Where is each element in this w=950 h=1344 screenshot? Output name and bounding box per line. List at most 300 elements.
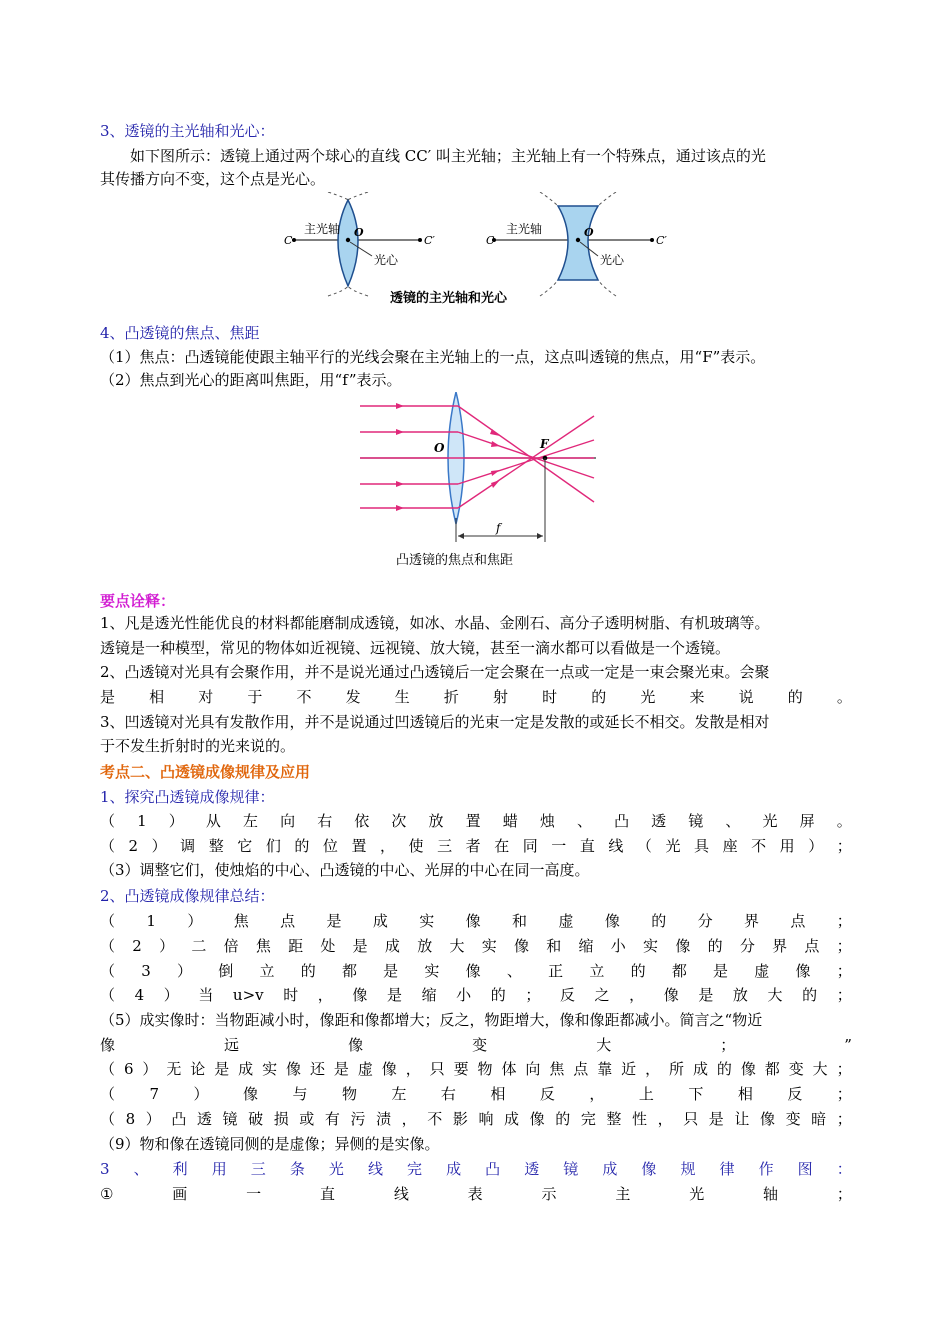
justified-token: 对 <box>198 688 214 706</box>
justified-token: 倒 <box>218 962 234 980</box>
justified-token: 6 <box>123 1060 134 1078</box>
justified-token: 是 <box>214 1060 230 1078</box>
justified-token: 只 <box>429 1060 445 1078</box>
justified-token: ； <box>836 1185 852 1203</box>
label-o-2: O <box>584 226 594 239</box>
figure-focal-point <box>360 392 600 570</box>
label-c: C <box>284 234 293 247</box>
label-focal-length: f <box>496 521 501 535</box>
justified-token: 是 <box>383 962 399 980</box>
label-c-2: C <box>486 234 495 247</box>
justified-token: 主 <box>615 1185 631 1203</box>
justified-token: 的 <box>300 962 316 980</box>
justified-token: 点 <box>573 1060 589 1078</box>
justified-token: ， <box>657 1110 673 1128</box>
justified-token: 从 <box>205 812 221 830</box>
justified-token: 轴 <box>763 1185 779 1203</box>
justified-token: 的 <box>490 986 506 1004</box>
justified-token: 和 <box>546 937 562 955</box>
justified-token: 。 <box>836 688 852 706</box>
justified-token: （ <box>100 912 116 930</box>
justified-token: ” <box>844 1036 852 1054</box>
justified-token: 发 <box>345 688 361 706</box>
justified-token: 镜 <box>222 1110 238 1128</box>
justified-token: 4 <box>134 986 145 1004</box>
justified-token: 缩 <box>578 937 594 955</box>
justified-token: ， <box>317 986 333 1004</box>
justified-token: 是 <box>386 986 402 1004</box>
justified-token: 分 <box>739 937 755 955</box>
justified-token: 整 <box>208 837 224 855</box>
justified-token: 下 <box>688 1085 704 1103</box>
justified-token: 有 <box>324 1110 340 1128</box>
kp2-2-rule-5-cont <box>100 1034 852 1056</box>
justified-token: 与 <box>292 1085 308 1103</box>
justified-token: 远 <box>224 1036 240 1054</box>
justified-token: 蜡 <box>502 812 518 830</box>
kp2-1-step-3: （3）调整它们，使烛焰的中心、凸透镜的中心、光屏的中心在同一高度。 <box>100 861 590 879</box>
justified-token: 完 <box>407 1160 423 1178</box>
justified-token: 的 <box>707 937 723 955</box>
justified-token: 像 <box>663 986 679 1004</box>
justified-token: 2 <box>128 837 139 855</box>
justified-token: 像 <box>465 962 481 980</box>
justified-token: 大 <box>767 986 783 1004</box>
justified-token: 相 <box>490 1085 506 1103</box>
justified-token: 像 <box>513 937 529 955</box>
justified-token: 利 <box>172 1160 188 1178</box>
justified-token: 实 <box>481 937 497 955</box>
justified-token: 实 <box>643 937 659 955</box>
justified-token: 图 <box>797 1160 813 1178</box>
justified-token: 条 <box>289 1160 305 1178</box>
justified-token: 在 <box>494 837 510 855</box>
justified-token: 放 <box>732 986 748 1004</box>
justified-token: 的 <box>591 688 607 706</box>
justified-token: 像 <box>675 937 691 955</box>
justified-token: 光 <box>665 837 681 855</box>
justified-token: 三 <box>437 837 453 855</box>
justified-token: 焦 <box>233 912 249 930</box>
justified-token: 三 <box>250 1160 266 1178</box>
justified-token: ） <box>151 837 167 855</box>
label-o: O <box>434 441 445 455</box>
justified-token: 时 <box>283 986 299 1004</box>
justified-token: 、 <box>576 812 592 830</box>
kp2-2-rule-8 <box>100 1108 852 1130</box>
notes-3-line-1: 3、凹透镜对光具有发散作用，并不是说通过凹透镜后的光束一定是发散的或延长不相交。发散是相对 <box>100 713 770 731</box>
justified-token: 直 <box>319 1185 335 1203</box>
justified-token: 具 <box>694 837 710 855</box>
justified-token: ； <box>836 962 852 980</box>
justified-token: 的 <box>802 986 818 1004</box>
justified-token: 说 <box>738 688 754 706</box>
justified-token: 虚 <box>357 1060 373 1078</box>
justified-token: 相 <box>149 688 165 706</box>
justified-token: 凸 <box>171 1110 187 1128</box>
justified-token: 的 <box>555 1110 571 1128</box>
figure-2-caption: 凸透镜的焦点和焦距 <box>396 553 514 568</box>
kp2-2-rule-3 <box>100 960 852 982</box>
justified-token: ； <box>836 937 852 955</box>
justified-token: 变 <box>788 1060 804 1078</box>
justified-token: 的 <box>651 912 667 930</box>
justified-token: 成 <box>602 1160 618 1178</box>
justified-token: 虚 <box>754 962 770 980</box>
justified-token: 像 <box>604 912 620 930</box>
justified-token: 像 <box>352 986 368 1004</box>
kp2-2-heading: 2、凸透镜成像规律总结： <box>100 887 275 905</box>
justified-token: 7 <box>149 1085 160 1103</box>
convex-lens-shape <box>338 200 358 286</box>
justified-token: 线 <box>367 1160 383 1178</box>
justified-token: 烛 <box>539 812 555 830</box>
justified-token: 右 <box>440 1085 456 1103</box>
justified-token: 3 <box>141 962 151 980</box>
justified-token: 靠 <box>597 1060 613 1078</box>
justified-token: 近 <box>621 1060 637 1078</box>
justified-token: 成 <box>372 912 388 930</box>
justified-token: 光 <box>640 688 656 706</box>
justified-token: 座 <box>722 837 738 855</box>
justified-token: 体 <box>501 1060 517 1078</box>
justified-token: 向 <box>280 812 296 830</box>
notes-1-line-1: 1、凡是透光性能优良的材料都能磨制成透镜，如冰、水晶、金刚石、高分子透明树脂、有机玻璃等。 <box>100 614 770 632</box>
label-o: O <box>354 226 364 239</box>
label-c-prime-2: C′ <box>656 234 667 247</box>
justified-token: ； <box>720 1036 736 1054</box>
justified-token: 2 <box>132 937 142 955</box>
justified-token: 时 <box>542 688 558 706</box>
justified-token: 不 <box>296 688 312 706</box>
justified-token: 表 <box>467 1185 483 1203</box>
justified-token: 只 <box>683 1110 699 1128</box>
justified-token: 于 <box>247 688 263 706</box>
justified-token: 变 <box>785 1110 801 1128</box>
justified-token: 和 <box>512 912 528 930</box>
optical-center-point <box>346 238 350 242</box>
justified-token: 次 <box>391 812 407 830</box>
justified-token: 大 <box>449 937 465 955</box>
justified-token: 成 <box>446 1160 462 1178</box>
notes-2-line-1: 2、凸透镜对光具有会聚作用，并不是说光通过凸透镜后一定会聚在一点或一定是一束会聚光束。会聚 <box>100 663 770 681</box>
justified-token: ； <box>836 1110 852 1128</box>
justified-token: ； <box>836 1085 852 1103</box>
label-principal-axis-2: 主光轴 <box>506 222 543 236</box>
kp2-2-rule-1 <box>100 910 852 932</box>
justified-token: （ <box>100 1060 116 1078</box>
justified-token: 它 <box>237 837 253 855</box>
justified-token: 作 <box>758 1160 774 1178</box>
justified-token: 是 <box>713 962 729 980</box>
justified-token: 置 <box>465 812 481 830</box>
justified-token: 位 <box>322 837 338 855</box>
justified-token: 大 <box>812 1060 828 1078</box>
justified-token: （ <box>100 812 116 830</box>
justified-token: 像 <box>641 1160 657 1178</box>
justified-token: 是 <box>352 937 368 955</box>
justified-token: ） <box>193 1085 209 1103</box>
kp2-1-step-1 <box>100 810 852 832</box>
label-optical-center: 光心 <box>374 253 399 267</box>
justified-token: 向 <box>525 1060 541 1078</box>
justified-token: 都 <box>671 962 687 980</box>
justified-token: 影 <box>452 1110 468 1128</box>
justified-token: 线 <box>393 1185 409 1203</box>
justified-token: 还 <box>309 1060 325 1078</box>
justified-token: 反 <box>559 986 575 1004</box>
justified-token: 们 <box>265 837 281 855</box>
kp2-2-rule-6 <box>100 1058 852 1080</box>
label-principal-axis: 主光轴 <box>304 222 341 236</box>
justified-token: 光 <box>328 1160 344 1178</box>
justified-token: 透 <box>196 1110 212 1128</box>
light-rays <box>360 406 594 508</box>
justified-token: 像 <box>348 1036 364 1054</box>
justified-token: 都 <box>764 1060 780 1078</box>
justified-token: ） <box>163 986 179 1004</box>
kp2-2-rule-7 <box>100 1083 852 1105</box>
justified-token: （ <box>636 837 652 855</box>
justified-token: 放 <box>417 937 433 955</box>
justified-token: （ <box>100 1110 116 1128</box>
justified-token: 渍 <box>376 1110 392 1128</box>
justified-token: ； <box>525 986 541 1004</box>
label-f-point: F <box>540 437 549 451</box>
justified-token: 之 <box>594 986 610 1004</box>
justified-token: 一 <box>551 837 567 855</box>
justified-token: 用 <box>211 1160 227 1178</box>
justified-token: 让 <box>734 1110 750 1128</box>
notes-3-line-2: 于不发生折射时的光来说的。 <box>100 737 296 755</box>
section-3-paragraph-1: 如下图所示：透镜上通过两个球心的直线 CC′ 叫主光轴；主光轴上有一个特殊点，通过该点的光 <box>130 147 766 165</box>
justified-token: 1 <box>137 812 147 830</box>
justified-token: 镜 <box>688 812 704 830</box>
justified-token: 都 <box>341 962 357 980</box>
justified-token: 不 <box>751 837 767 855</box>
justified-token: 左 <box>391 1085 407 1103</box>
justified-token: 无 <box>166 1060 182 1078</box>
justified-token: 折 <box>443 688 459 706</box>
justified-token: ， <box>401 1110 417 1128</box>
justified-token: ） <box>145 1110 161 1128</box>
kp2-2-rule-4 <box>100 984 852 1006</box>
justified-token: 一 <box>246 1185 262 1203</box>
justified-token: 距 <box>288 937 304 955</box>
justified-token: 的 <box>787 688 803 706</box>
justified-token: 画 <box>172 1185 188 1203</box>
justified-token: 二 <box>191 937 207 955</box>
justified-token: 大 <box>596 1036 612 1054</box>
justified-token: 透 <box>524 1160 540 1178</box>
justified-token: 透 <box>651 812 667 830</box>
concave-lens-diagram <box>486 192 667 296</box>
justified-token: 右 <box>317 812 333 830</box>
justified-token: 者 <box>465 837 481 855</box>
justified-token: 整 <box>606 1110 622 1128</box>
justified-token: 分 <box>697 912 713 930</box>
justified-token: 射 <box>493 688 509 706</box>
justified-token: 物 <box>341 1085 357 1103</box>
justified-token: ： <box>836 1160 852 1178</box>
optical-center-point-2 <box>576 238 580 242</box>
justified-token: 。 <box>836 812 852 830</box>
section-3-paragraph-2: 其传播方向不变，这个点是光心。 <box>100 170 326 188</box>
justified-token: 是 <box>698 986 714 1004</box>
justified-token: 虚 <box>558 912 574 930</box>
justified-token: 8 <box>125 1110 136 1128</box>
justified-token: 放 <box>428 812 444 830</box>
justified-token: 缩 <box>421 986 437 1004</box>
label-optical-center-2: 光心 <box>600 253 625 267</box>
justified-token: 立 <box>259 962 275 980</box>
justified-token: 、 <box>725 812 741 830</box>
justified-token: 成 <box>238 1060 254 1078</box>
justified-token: （ <box>100 962 116 980</box>
figure-1-caption: 透镜的主光轴和光心 <box>390 291 508 306</box>
justified-token: 依 <box>354 812 370 830</box>
justified-token: 的 <box>716 1060 732 1078</box>
justified-token: 反 <box>787 1085 803 1103</box>
justified-token: 像 <box>759 1110 775 1128</box>
justified-token: 立 <box>589 962 605 980</box>
justified-token: 像 <box>529 1110 545 1128</box>
justified-token: 使 <box>408 837 424 855</box>
justified-token: 破 <box>248 1110 264 1128</box>
kp2-2-rule-2 <box>100 935 852 957</box>
justified-token: 实 <box>424 962 440 980</box>
justified-token: 凸 <box>485 1160 501 1178</box>
justified-token: 生 <box>394 688 410 706</box>
justified-token: 正 <box>548 962 564 980</box>
justified-token: ） <box>187 912 203 930</box>
justified-token: （ <box>100 937 116 955</box>
justified-token: 反 <box>539 1085 555 1103</box>
justified-token: 焦 <box>549 1060 565 1078</box>
justified-token: 光 <box>762 812 778 830</box>
justified-token: 像 <box>465 912 481 930</box>
justified-token: 像 <box>795 962 811 980</box>
justified-token: （ <box>100 986 116 1004</box>
justified-token: 像 <box>740 1060 756 1078</box>
notes-2-line-2 <box>100 686 852 708</box>
justified-token: 像 <box>100 1036 116 1054</box>
justified-token: 污 <box>350 1110 366 1128</box>
justified-token: 变 <box>472 1036 488 1054</box>
justified-token: 损 <box>273 1110 289 1128</box>
justified-token: 物 <box>477 1060 493 1078</box>
justified-token: 暗 <box>811 1110 827 1128</box>
notes-1-line-2: 透镜是一种模型，常见的物体如近视镜、远视镜、放大镜，甚至一滴水都可以看做是一个透镜。 <box>100 639 731 657</box>
justified-token: 是 <box>100 688 116 706</box>
justified-token: 3 <box>100 1160 110 1178</box>
justified-token: 相 <box>737 1085 753 1103</box>
kp2-2-rule-9: （9）物和像在透镜同侧的是虚像；异侧的是实像。 <box>100 1135 440 1153</box>
justified-token: 规 <box>680 1160 696 1178</box>
justified-token: 性 <box>632 1110 648 1128</box>
kp2-3-step-1 <box>100 1183 852 1205</box>
section-4-heading: 4、凸透镜的焦点、焦距 <box>100 324 260 342</box>
justified-token: 点 <box>790 912 806 930</box>
justified-token: 示 <box>541 1185 557 1203</box>
justified-token: ① <box>100 1185 114 1203</box>
label-c-prime: C′ <box>424 234 435 247</box>
justified-token: 是 <box>708 1110 724 1128</box>
justified-token: 左 <box>242 812 258 830</box>
justified-token: 处 <box>320 937 336 955</box>
key-point-2-heading: 考点二、凸透镜成像规律及应用 <box>100 763 311 781</box>
justified-token: u>v <box>232 986 264 1004</box>
justified-token: 完 <box>580 1110 596 1128</box>
kp2-1-step-2 <box>100 835 852 857</box>
justified-token: 置 <box>351 837 367 855</box>
justified-token: ， <box>645 1060 661 1078</box>
justified-token: ， <box>629 986 645 1004</box>
figure-principal-axis <box>280 192 670 310</box>
justified-token: ） <box>168 812 184 830</box>
justified-token: 成 <box>504 1110 520 1128</box>
justified-token: 是 <box>333 1060 349 1078</box>
kp2-2-rule-5: （5）成实像时：当物距减小时，像距和像都增大；反之，物距增大，像和像距都减小。简言之“物近 <box>100 1011 763 1029</box>
justified-token: 上 <box>638 1085 654 1103</box>
concave-lens-shape <box>558 206 598 280</box>
convex-lens-diagram <box>284 192 435 296</box>
kp2-1-heading: 1、探究凸透镜成像规律： <box>100 788 275 806</box>
justified-token: 律 <box>719 1160 735 1178</box>
justified-token: ， <box>380 837 396 855</box>
justified-token: ） <box>808 837 824 855</box>
justified-token: 、 <box>506 962 522 980</box>
justified-token: ； <box>836 912 852 930</box>
justified-token: 镜 <box>563 1160 579 1178</box>
justified-token: 当 <box>198 986 214 1004</box>
justified-token: 的 <box>630 962 646 980</box>
justified-token: ； <box>836 1060 852 1078</box>
justified-token: 像 <box>286 1060 302 1078</box>
justified-token: ； <box>836 837 852 855</box>
justified-token: ） <box>159 937 175 955</box>
justified-token: 实 <box>262 1060 278 1078</box>
justified-token: 小 <box>456 986 472 1004</box>
justified-token: 界 <box>744 912 760 930</box>
justified-token: （ <box>100 837 116 855</box>
kp2-3-heading <box>100 1158 852 1180</box>
justified-token: 焦 <box>255 937 271 955</box>
justified-token: 线 <box>608 837 624 855</box>
justified-token: 用 <box>779 837 795 855</box>
justified-token: 界 <box>772 937 788 955</box>
justified-token: 点 <box>804 937 820 955</box>
justified-token: ， <box>405 1060 421 1078</box>
justified-token: 像 <box>242 1085 258 1103</box>
justified-token: 倍 <box>223 937 239 955</box>
justified-token: （ <box>100 1085 116 1103</box>
section-3-heading: 3、透镜的主光轴和光心： <box>100 122 275 140</box>
justified-token: ） <box>177 962 193 980</box>
justified-token: 是 <box>326 912 342 930</box>
justified-token: 不 <box>427 1110 443 1128</box>
justified-token: 实 <box>419 912 435 930</box>
justified-token: 点 <box>280 912 296 930</box>
justified-token: 要 <box>453 1060 469 1078</box>
justified-token: ， <box>589 1085 605 1103</box>
justified-token: 成 <box>384 937 400 955</box>
justified-token: ） <box>142 1060 158 1078</box>
justified-token: 同 <box>522 837 538 855</box>
section-4-paragraph-1: （1）焦点：凸透镜能使跟主轴平行的光线会聚在主光轴上的一点，这点叫透镜的焦点，用“F”表示。 <box>100 348 766 366</box>
justified-token: 响 <box>478 1110 494 1128</box>
justified-token: 成 <box>692 1060 708 1078</box>
